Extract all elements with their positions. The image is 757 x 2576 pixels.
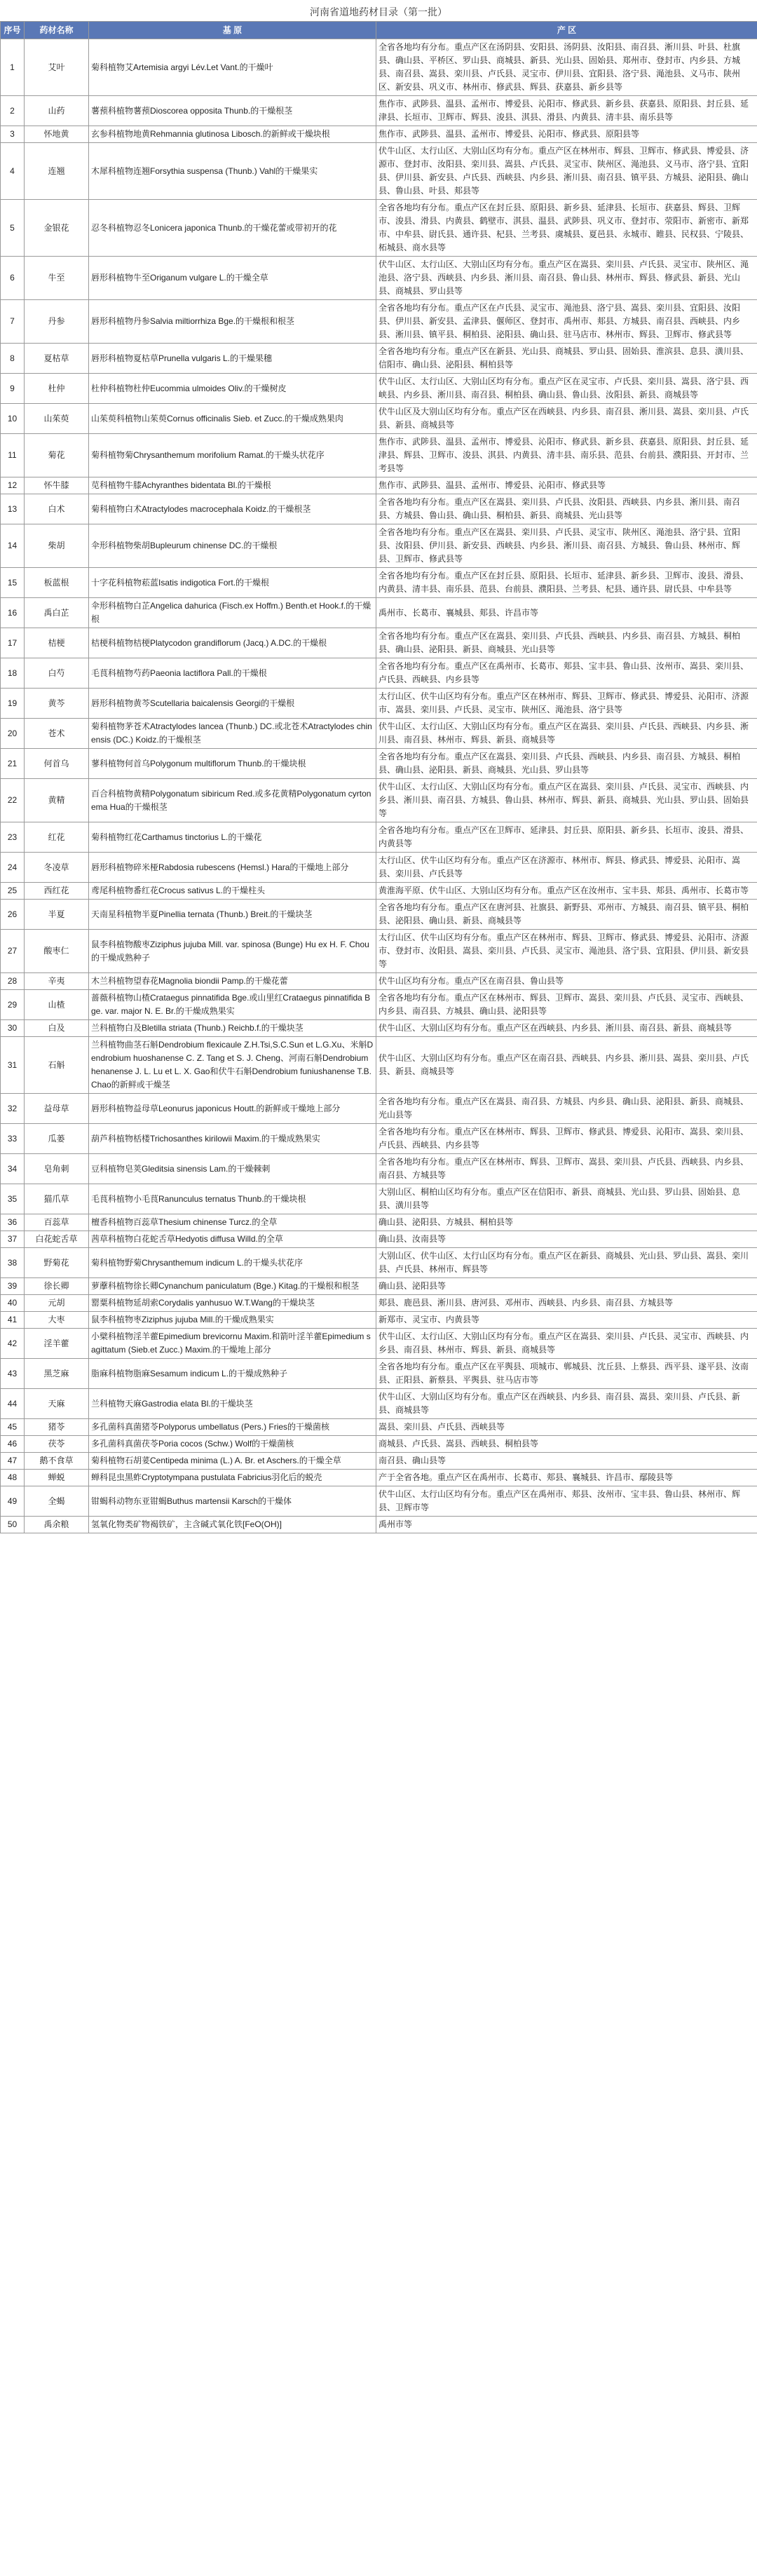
cell-name: 白及 [25,1020,89,1037]
cell-name: 艾叶 [25,39,89,96]
cell-origin: 十字花科植物菘蓝Isatis indigotica Fort.的干燥根 [89,568,376,598]
cell-origin: 菊科植物菊Chrysanthemum morifolium Ramat.的干燥头状花序 [89,434,376,477]
cell-name: 天麻 [25,1389,89,1419]
table-row [1,1486,757,1517]
cell-no: 44 [1,1389,25,1419]
cell-name: 山楂 [25,990,89,1020]
cell-region: 伏牛山区、太行山区均有分布。重点产区在禹州市、郏县、汝州市、宝丰县、鲁山县、林州市、辉县、卫辉市等 [376,1486,757,1517]
cell-no: 9 [1,374,25,404]
cell-no: 45 [1,1419,25,1436]
cell-origin: 玄参科植物地黄Rehmannia glutinosa Libosch.的新鲜或干燥块根 [89,126,376,143]
cell-region: 产于全省各地。重点产区在禹州市、长葛市、郏县、襄城县、许昌市、鄢陵县等 [376,1470,757,1486]
cell-region: 全省各地均有分布。重点产区在平舆县、项城市、郸城县、沈丘县、上蔡县、西平县、遂平县、汝南县、正阳县、新蔡县、平舆县、驻马店市等 [376,1359,757,1389]
cell-no: 22 [1,779,25,822]
cell-origin: 唇形科植物牛至Origanum vulgare L.的干燥全草 [89,257,376,300]
cell-no: 26 [1,900,25,930]
cell-region: 禹州市等 [376,1517,757,1533]
table-row [1,1295,757,1312]
cell-region: 全省各地均有分布。重点产区在林州市、辉县、卫辉市、修武县、博爱县、沁阳市、嵩县、栾川县、卢氏县、西峡县、内乡县等 [376,1124,757,1154]
cell-origin: 苋科植物牛膝Achyranthes bidentata Bl.的干燥根 [89,477,376,494]
cell-origin: 忍冬科植物忍冬Lonicera japonica Thunb.的干燥花蕾或带初开的花 [89,200,376,257]
table-row [1,1329,757,1359]
table-row [1,1020,757,1037]
cell-no: 28 [1,973,25,990]
cell-origin: 薯蓣科植物薯蓣Dioscorea opposita Thunb.的干燥根茎 [89,96,376,126]
cell-no: 27 [1,930,25,973]
cell-no: 25 [1,883,25,900]
cell-origin: 鼠李科植物酸枣Ziziphus jujuba Mill. var. spinosa (Bunge) Hu ex H. F. Chou的干燥成熟种子 [89,930,376,973]
cell-region: 太行山区、伏牛山区均有分布。重点产区在林州市、辉县、卫辉市、修武县、博爱县、沁阳市、济源市、嵩县、栾川县、卢氏县、灵宝市、陕州区、渑池县、洛宁县等 [376,689,757,719]
cell-no: 14 [1,524,25,568]
table-row [1,598,757,628]
table-row [1,900,757,930]
cell-name: 全蝎 [25,1486,89,1517]
cell-origin: 萝藦科植物徐长卿Cynanchum paniculatum (Bge.) Kitag.的干燥根和根茎 [89,1278,376,1295]
cell-name: 黄芩 [25,689,89,719]
cell-origin: 多孔菌科真菌茯苓Poria cocos (Schw.) Wolf的干燥菌核 [89,1436,376,1453]
cell-name: 猪苓 [25,1419,89,1436]
cell-origin: 菊科植物白术Atractylodes macrocephala Koidz.的干燥根茎 [89,494,376,524]
cell-region: 新郑市、灵宝市、内黄县等 [376,1312,757,1329]
cell-no: 20 [1,719,25,749]
cell-no: 10 [1,404,25,434]
cell-region: 伏牛山区、太行山区、大别山区均有分布。重点产区在嵩县、栾川县、卢氏县、西峡县、内乡县、淅川县、南召县、林州市、辉县、新县、商城县等 [376,719,757,749]
cell-region: 伏牛山区、大别山区均有分布。重点产区在西峡县、内乡县、淅川县、南召县、新县、商城县等 [376,1020,757,1037]
cell-region: 伏牛山区、大别山区均有分布。重点产区在西峡县、内乡县、南召县、嵩县、栾川县、卢氏县、新县、商城县等 [376,1389,757,1419]
cell-no: 42 [1,1329,25,1359]
cell-region: 全省各地均有分布。重点产区在嵩县、栾川县、卢氏县、西峡县、内乡县、南召县、方城县、桐柏县、确山县、泌阳县、新县、商城县、光山县、罗山县等 [376,749,757,779]
cell-no: 43 [1,1359,25,1389]
cell-no: 36 [1,1214,25,1231]
cell-name: 皂角刺 [25,1154,89,1184]
cell-name: 牛至 [25,257,89,300]
cell-no: 34 [1,1154,25,1184]
cell-name: 金银花 [25,200,89,257]
table-row [1,1154,757,1184]
table-row [1,719,757,749]
cell-name: 板蓝根 [25,568,89,598]
cell-name: 怀地黄 [25,126,89,143]
cell-origin: 毛茛科植物小毛茛Ranunculus ternatus Thunb.的干燥块根 [89,1184,376,1214]
cell-name: 瓜蒌 [25,1124,89,1154]
cell-name: 冬凌草 [25,853,89,883]
cell-region: 全省各地均有分布。重点产区在封丘县、原阳县、长垣市、延津县、新乡县、卫辉市、浚县、滑县、内黄县、清丰县、南乐县、范县、台前县、濮阳县、兰考县、杞县、通许县、尉氏县、中牟县等 [376,568,757,598]
table-row [1,1359,757,1389]
cell-name: 茯苓 [25,1436,89,1453]
cell-origin: 罂粟科植物延胡索Corydalis yanhusuo W.T.Wang的干燥块茎 [89,1295,376,1312]
cell-no: 6 [1,257,25,300]
cell-region: 南召县、确山县等 [376,1453,757,1470]
cell-origin: 木犀科植物连翘Forsythia suspensa (Thunb.) Vahl的干燥果实 [89,143,376,200]
cell-region: 全省各地均有分布。重点产区在封丘县、原阳县、新乡县、延津县、长垣市、获嘉县、辉县、卫辉市、浚县、滑县、内黄县、鹤壁市、淇县、温县、武陟县、巩义市、登封市、荥阳市、新密市、新郑市、中牟县、尉氏县、通许县、杞县、兰考县、虞城县、夏邑县、永城市、睢县、民权县、宁陵县、柘城县、商水县等 [376,200,757,257]
cell-origin: 唇形科植物丹参Salvia miltiorrhiza Bge.的干燥根和根茎 [89,300,376,344]
cell-origin: 唇形科植物碎米桠Rabdosia rubescens (Hemsl.) Hara的干燥地上部分 [89,853,376,883]
cell-origin: 菊科植物红花Carthamus tinctorius L.的干燥花 [89,822,376,853]
cell-no: 17 [1,628,25,658]
cell-no: 18 [1,658,25,689]
table-row [1,524,757,568]
cell-region: 全省各地均有分布。重点产区在汤阴县、安阳县、汤阴县、汝阳县、南召县、淅川县、叶县、杜旗县、确山县、平桥区、罗山县、商城县、新县、光山县、固始县、郑州市、登封市、内乡县、方城县、南召县、嵩县、栾川县、卢氏县、灵宝市、伊川县、宜阳县、洛宁县、渑池县、义马市、陕州区、新安县、巩义市、林州市、修武县、辉县、获嘉县、新乡县等 [376,39,757,96]
table-row [1,1517,757,1533]
herb-catalog-table [0,21,757,1533]
header-origin: 基 原 [89,22,376,39]
cell-origin: 脂麻科植物脂麻Sesamum indicum L.的干燥成熟种子 [89,1359,376,1389]
cell-region: 太行山区、伏牛山区均有分布。重点产区在林州市、辉县、卫辉市、修武县、博爱县、沁阳市、济源市、登封市、汝阳县、嵩县、栾川县、卢氏县、灵宝市、渑池县、洛宁县、宜阳县、伊川县、新安县等 [376,930,757,973]
table-row [1,1470,757,1486]
cell-region: 全省各地均有分布。重点产区在卫辉市、延津县、封丘县、原阳县、新乡县、长垣市、浚县、滑县、内黄县等 [376,822,757,853]
table-row [1,1278,757,1295]
cell-origin: 蓼科植物何首乌Polygonum multiflorum Thunb.的干燥块根 [89,749,376,779]
cell-no: 24 [1,853,25,883]
cell-region: 黄淮海平原、伏牛山区、大别山区均有分布。重点产区在汝州市、宝丰县、郏县、禹州市、长葛市等 [376,883,757,900]
table-row [1,300,757,344]
cell-name: 杜仲 [25,374,89,404]
cell-name: 禹白芷 [25,598,89,628]
cell-origin: 蝉科昆虫黑蚱Cryptotympana pustulata Fabricius羽化后的蜕壳 [89,1470,376,1486]
cell-name: 大枣 [25,1312,89,1329]
cell-name: 白花蛇舌草 [25,1231,89,1248]
cell-origin: 茜草科植物白花蛇舌草Hedyotis diffusa Willd.的全草 [89,1231,376,1248]
cell-name: 酸枣仁 [25,930,89,973]
cell-region: 确山县、汝南县等 [376,1231,757,1248]
cell-name: 桔梗 [25,628,89,658]
table-row [1,749,757,779]
cell-name: 黑芝麻 [25,1359,89,1389]
cell-region: 太行山区、伏牛山区均有分布。重点产区在济源市、林州市、辉县、修武县、博爱县、沁阳市、嵩县、栾川县、卢氏县等 [376,853,757,883]
cell-region: 商城县、卢氏县、嵩县、西峡县、桐柏县等 [376,1436,757,1453]
cell-name: 淫羊藿 [25,1329,89,1359]
table-row [1,1453,757,1470]
cell-no: 31 [1,1037,25,1094]
cell-region: 大别山区、桐柏山区均有分布。重点产区在信阳市、新县、商城县、光山县、罗山县、固始县、息县、潢川县等 [376,1184,757,1214]
cell-no: 21 [1,749,25,779]
cell-region: 伏牛山区、太行山区、大别山区均有分布。重点产区在嵩县、栾川县、卢氏县、灵宝市、陕州区、渑池县、洛宁县、西峡县、内乡县、淅川县、南召县、鲁山县、林州市、辉县、修武县、新县、光山县、商城县、罗山县等 [376,257,757,300]
cell-no: 33 [1,1124,25,1154]
table-row [1,658,757,689]
cell-no: 30 [1,1020,25,1037]
cell-origin: 兰科植物曲茎石斛Dendrobium flexicaule Z.H.Tsi,S.C.Sun et L.G.Xu、米斛Dendrobium huoshanense C. Z. Tang et S. J. Cheng、河南石斛Dendrobium henanense J. L. Lu et L. X. Gao和伏牛石斛Dendrobium funiushanense T.B.Chao的新鲜或干燥茎 [89,1037,376,1094]
table-row [1,628,757,658]
cell-no: 4 [1,143,25,200]
cell-name: 半夏 [25,900,89,930]
cell-no: 35 [1,1184,25,1214]
cell-origin: 伞形科植物柴胡Bupleurum chinense DC.的干燥根 [89,524,376,568]
cell-origin: 杜仲科植物杜仲Eucommia ulmoides Oliv.的干燥树皮 [89,374,376,404]
table-row [1,990,757,1020]
cell-no: 19 [1,689,25,719]
table-row [1,1094,757,1124]
table-header-row [1,22,757,39]
table-row [1,96,757,126]
cell-name: 柴胡 [25,524,89,568]
cell-no: 15 [1,568,25,598]
cell-no: 1 [1,39,25,96]
cell-region: 全省各地均有分布。重点产区在卢氏县、灵宝市、渑池县、洛宁县、嵩县、栾川县、宜阳县、汝阳县、伊川县、新安县、孟津县、偃师区、登封市、禹州市、郏县、方城县、南召县、西峡县、内乡县、淅川县、镇平县、桐柏县、泌阳县、确山县、驻马店市、林州市、辉县、卫辉市、修武县等 [376,300,757,344]
cell-region: 大别山区、伏牛山区、太行山区均有分布。重点产区在新县、商城县、光山县、罗山县、嵩县、栾川县、卢氏县、林州市、辉县等 [376,1248,757,1278]
table-row [1,143,757,200]
table-row [1,477,757,494]
cell-region: 全省各地均有分布。重点产区在嵩县、栾川县、卢氏县、灵宝市、陕州区、渑池县、洛宁县、宜阳县、汝阳县、伊川县、新安县、西峡县、内乡县、淅川县、南召县、方城县、鲁山县、林州市、辉县、卫辉市、修武县等 [376,524,757,568]
cell-origin: 毛茛科植物芍药Paeonia lactiflora Pall.的干燥根 [89,658,376,689]
table-row [1,1248,757,1278]
table-row [1,1214,757,1231]
cell-origin: 木兰科植物望春花Magnolia biondii Pamp.的干燥花蕾 [89,973,376,990]
table-row [1,568,757,598]
cell-no: 46 [1,1436,25,1453]
cell-name: 百蕊草 [25,1214,89,1231]
cell-no: 11 [1,434,25,477]
cell-region: 全省各地均有分布。重点产区在林州市、辉县、卫辉市、嵩县、栾川县、卢氏县、灵宝市、西峡县、内乡县、南召县、方城县、确山县、泌阳县等 [376,990,757,1020]
cell-no: 38 [1,1248,25,1278]
cell-no: 48 [1,1470,25,1486]
table-row [1,374,757,404]
cell-name: 连翘 [25,143,89,200]
cell-region: 焦作市、武陟县、温县、孟州市、博爱县、沁阳市、修武县、新乡县、获嘉县、原阳县、封丘县、延津县、长垣市、卫辉市、辉县、浚县、淇县、滑县、内黄县、清丰县、南乐县等 [376,96,757,126]
cell-region: 伏牛山区均有分布。重点产区在南召县、鲁山县等 [376,973,757,990]
cell-region: 全省各地均有分布。重点产区在嵩县、栾川县、卢氏县、汝阳县、西峡县、内乡县、淅川县、南召县、方城县、鲁山县、确山县、桐柏县、新县、商城县、光山县等 [376,494,757,524]
cell-no: 49 [1,1486,25,1517]
cell-no: 50 [1,1517,25,1533]
cell-no: 16 [1,598,25,628]
cell-no: 39 [1,1278,25,1295]
cell-no: 23 [1,822,25,853]
cell-origin: 多孔菌科真菌猪苓Polyporus umbellatus (Pers.) Fries的干燥菌核 [89,1419,376,1436]
header-name: 药材名称 [25,22,89,39]
table-row [1,404,757,434]
header-region: 产 区 [376,22,757,39]
table-row [1,883,757,900]
cell-name: 山茱萸 [25,404,89,434]
cell-region: 伏牛山区、大别山区均有分布。重点产区在南召县、西峡县、内乡县、淅川县、嵩县、栾川县、卢氏县、新县、商城县等 [376,1037,757,1094]
cell-origin: 菊科植物石胡荽Centipeda minima (L.) A. Br. et Aschers.的干燥全草 [89,1453,376,1470]
cell-origin: 豆科植物皂荚Gleditsia sinensis Lam.的干燥棘刺 [89,1154,376,1184]
table-row [1,689,757,719]
cell-name: 辛夷 [25,973,89,990]
cell-origin: 唇形科植物夏枯草Prunella vulgaris L.的干燥果穗 [89,344,376,374]
table-row [1,1184,757,1214]
header-no: 序号 [1,22,25,39]
cell-name: 元胡 [25,1295,89,1312]
cell-origin: 兰科植物白及Bletilla striata (Thunb.) Reichb.f.的干燥块茎 [89,1020,376,1037]
cell-origin: 菊科植物茅苍术Atractylodes lancea (Thunb.) DC.或北苍术Atractylodes chinensis (DC.) Koidz.的干燥根茎 [89,719,376,749]
table-row [1,1419,757,1436]
table-row [1,1389,757,1419]
cell-no: 7 [1,300,25,344]
cell-name: 何首乌 [25,749,89,779]
table-row [1,930,757,973]
cell-origin: 小檗科植物淫羊藿Epimedium brevicornu Maxim.和箭叶淫羊藿Epimedium sagittatum (Sieb.et Zucc.) Maxim.的干燥地上部分 [89,1329,376,1359]
cell-origin: 檀香科植物百蕊草Thesium chinense Turcz.的全草 [89,1214,376,1231]
cell-no: 5 [1,200,25,257]
table-row [1,200,757,257]
cell-region: 焦作市、武陟县、温县、孟州市、博爱县、沁阳市、修武县、原阳县等 [376,126,757,143]
cell-region: 伏牛山区及大别山区均有分布。重点产区在西峡县、内乡县、南召县、淅川县、嵩县、栾川县、卢氏县、新县、商城县等 [376,404,757,434]
cell-origin: 伞形科植物白芷Angelica dahurica (Fisch.ex Hoffm.) Benth.et Hook.f.的干燥根 [89,598,376,628]
cell-region: 全省各地均有分布。重点产区在嵩县、南召县、方城县、内乡县、确山县、泌阳县、新县、商城县、光山县等 [376,1094,757,1124]
cell-name: 红花 [25,822,89,853]
cell-no: 2 [1,96,25,126]
table-row [1,257,757,300]
cell-origin: 鸢尾科植物番红花Crocus sativus L.的干燥柱头 [89,883,376,900]
table-row [1,1231,757,1248]
cell-region: 伏牛山区、太行山区、大别山区均有分布。重点产区在林州市、辉县、卫辉市、修武县、博爱县、济源市、登封市、汝阳县、栾川县、嵩县、卢氏县、灵宝市、陕州区、渑池县、义马市、洛宁县、宜阳县、伊川县、新安县、卢氏县、西峡县、内乡县、淅川县、南召县、镇平县、方城县、泌阳县、确山县、鲁山县、叶县、郏县等 [376,143,757,200]
table-body [1,39,757,1533]
cell-origin: 兰科植物天麻Gastrodia elata Bl.的干燥块茎 [89,1389,376,1419]
cell-region: 嵩县、栾川县、卢氏县、西峡县等 [376,1419,757,1436]
table-row [1,1312,757,1329]
cell-origin: 山茱萸科植物山茱萸Cornus officinalis Sieb. et Zucc.的干燥成熟果肉 [89,404,376,434]
table-row [1,1124,757,1154]
cell-region: 禹州市、长葛市、襄城县、郏县、许昌市等 [376,598,757,628]
cell-origin: 钳蝎科动物东亚钳蝎Buthus martensii Karsch的干燥体 [89,1486,376,1517]
table-row [1,779,757,822]
cell-origin: 唇形科植物益母草Leonurus japonicus Houtt.的新鲜或干燥地上部分 [89,1094,376,1124]
cell-name: 丹参 [25,300,89,344]
cell-no: 40 [1,1295,25,1312]
cell-no: 41 [1,1312,25,1329]
cell-region: 伏牛山区、太行山区、大别山区均有分布。重点产区在嵩县、栾川县、卢氏县、灵宝市、西峡县、内乡县、南召县、林州市、辉县、新县、商城县等 [376,1329,757,1359]
cell-no: 3 [1,126,25,143]
cell-name: 白术 [25,494,89,524]
cell-region: 伏牛山区、太行山区、大别山区均有分布。重点产区在嵩县、栾川县、卢氏县、灵宝市、西峡县、内乡县、淅川县、南召县、方城县、鲁山县、林州市、辉县、新县、商城县、光山县、罗山县、固始县等 [376,779,757,822]
cell-name: 怀牛膝 [25,477,89,494]
cell-origin: 桔梗科植物桔梗Platycodon grandiflorum (Jacq.) A.DC.的干燥根 [89,628,376,658]
cell-no: 47 [1,1453,25,1470]
cell-origin: 菊科植物艾Artemisia argyi Lév.Let Vant.的干燥叶 [89,39,376,96]
cell-region: 全省各地均有分布。重点产区在嵩县、栾川县、卢氏县、西峡县、内乡县、南召县、方城县、桐柏县、确山县、泌阳县、新县、商城县、光山县等 [376,628,757,658]
table-row [1,1037,757,1094]
table-row [1,973,757,990]
cell-name: 黄精 [25,779,89,822]
cell-no: 8 [1,344,25,374]
cell-name: 石斛 [25,1037,89,1094]
cell-region: 全省各地均有分布。重点产区在唐河县、社旗县、新野县、邓州市、方城县、南召县、镇平县、桐柏县、泌阳县、确山县、新县、商城县等 [376,900,757,930]
cell-name: 禹余粮 [25,1517,89,1533]
cell-origin: 鼠李科植物枣Ziziphus jujuba Mill.的干燥成熟果实 [89,1312,376,1329]
cell-no: 13 [1,494,25,524]
cell-region: 全省各地均有分布。重点产区在新县、光山县、商城县、罗山县、固始县、淮滨县、息县、潢川县、信阳市、确山县、泌阳县、桐柏县等 [376,344,757,374]
cell-origin: 葫芦科植物栝楼Trichosanthes kirilowii Maxim.的干燥成熟果实 [89,1124,376,1154]
table-row [1,822,757,853]
cell-name: 白芍 [25,658,89,689]
cell-region: 焦作市、武陟县、温县、孟州市、博爱县、沁阳市、修武县等 [376,477,757,494]
cell-no: 29 [1,990,25,1020]
cell-name: 猫爪草 [25,1184,89,1214]
document-title: 河南省道地药材目录（第一批） [310,6,447,18]
table-row [1,39,757,96]
cell-origin: 菊科植物野菊Chrysanthemum indicum L.的干燥头状花序 [89,1248,376,1278]
table-row [1,126,757,143]
cell-name: 夏枯草 [25,344,89,374]
cell-name: 野菊花 [25,1248,89,1278]
cell-origin: 唇形科植物黄芩Scutellaria baicalensis Georgi的干燥根 [89,689,376,719]
cell-name: 徐长卿 [25,1278,89,1295]
table-row [1,434,757,477]
cell-region: 伏牛山区、太行山区、大别山区均有分布。重点产区在灵宝市、卢氏县、栾川县、嵩县、洛宁县、西峡县、内乡县、淅川县、南召县、桐柏县、确山县、鲁山县、汝阳县、新县、商城县等 [376,374,757,404]
cell-no: 37 [1,1231,25,1248]
cell-name: 鹅不食草 [25,1453,89,1470]
cell-region: 确山县、泌阳县等 [376,1278,757,1295]
table-row [1,344,757,374]
cell-name: 蝉蜕 [25,1470,89,1486]
cell-origin: 百合科植物黄精Polygonatum sibiricum Red.或多花黄精Polygonatum cyrtonema Hua的干燥根茎 [89,779,376,822]
cell-name: 益母草 [25,1094,89,1124]
table-row [1,494,757,524]
cell-origin: 氢氧化物类矿物褐铁矿，主含碱式氧化铁[FeO(OH)] [89,1517,376,1533]
table-row [1,1436,757,1453]
cell-region: 全省各地均有分布。重点产区在禹州市、长葛市、郏县、宝丰县、鲁山县、汝州市、嵩县、栾川县、卢氏县、西峡县、内乡县等 [376,658,757,689]
cell-name: 山药 [25,96,89,126]
cell-name: 西红花 [25,883,89,900]
cell-region: 确山县、泌阳县、方城县、桐柏县等 [376,1214,757,1231]
cell-no: 32 [1,1094,25,1124]
cell-region: 全省各地均有分布。重点产区在林州市、辉县、卫辉市、嵩县、栾川县、卢氏县、西峡县、内乡县、南召县、方城县等 [376,1154,757,1184]
cell-origin: 蔷薇科植物山楂Crataegus pinnatifida Bge.或山里红Crataegus pinnatifida Bge. var. major N. E. Br.的干燥成熟果实 [89,990,376,1020]
cell-origin: 天南星科植物半夏Pinellia ternata (Thunb.) Breit.的干燥块茎 [89,900,376,930]
cell-region: 郏县、鹿邑县、淅川县、唐河县、邓州市、西峡县、内乡县、南召县、方城县等 [376,1295,757,1312]
cell-name: 菊花 [25,434,89,477]
cell-name: 苍术 [25,719,89,749]
cell-region: 焦作市、武陟县、温县、孟州市、博爱县、沁阳市、修武县、新乡县、获嘉县、原阳县、封丘县、延津县、辉县、卫辉市、浚县、淇县、内黄县、清丰县、南乐县、范县、台前县、濮阳县、开封市、兰考县等 [376,434,757,477]
cell-no: 12 [1,477,25,494]
table-row [1,853,757,883]
